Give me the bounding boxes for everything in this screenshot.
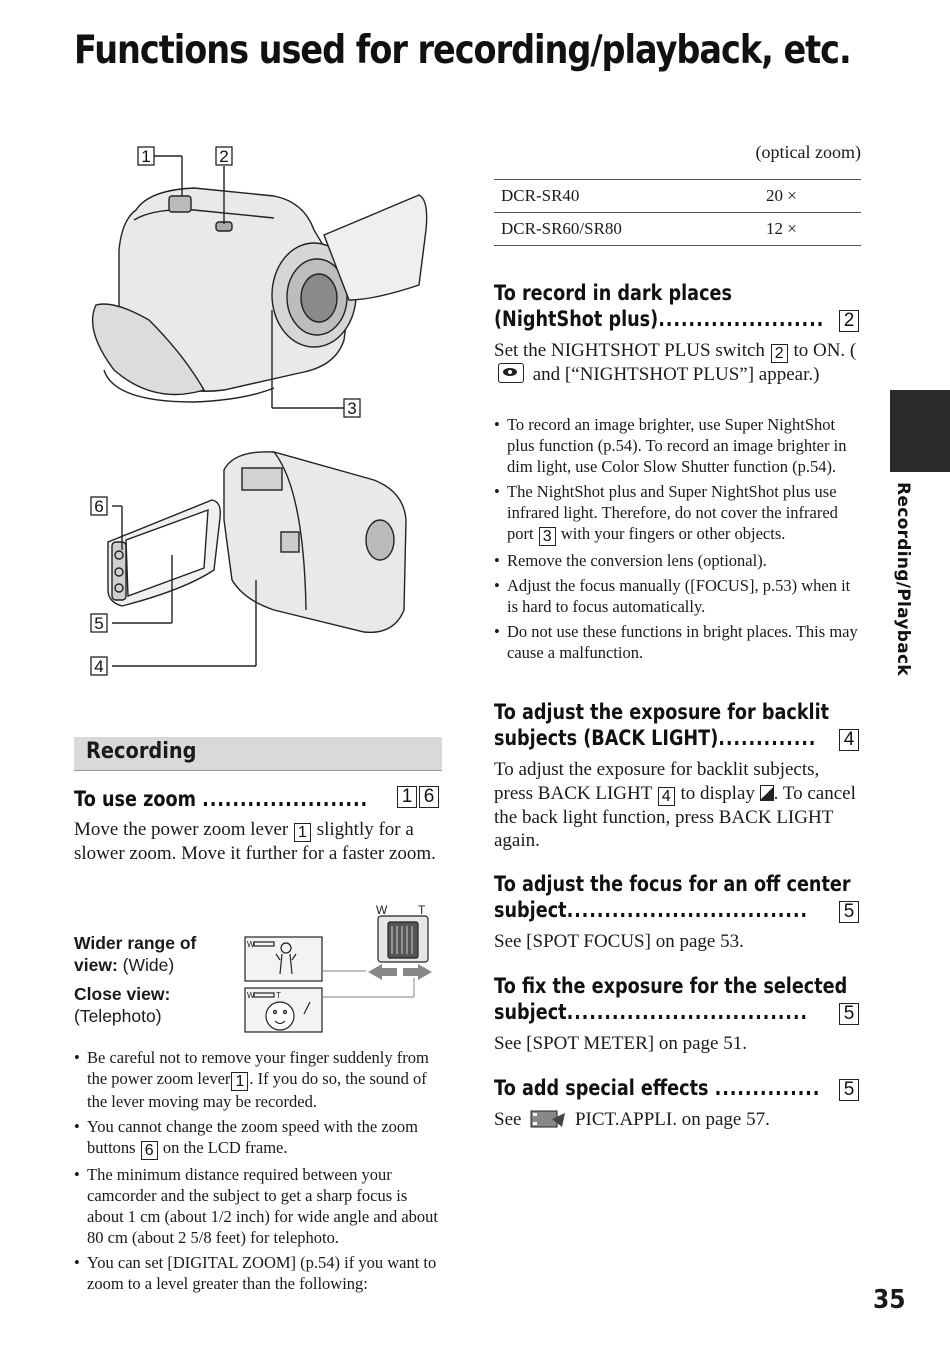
nightshot-note: • To record an image brighter, use Super NightShot plus function (p.54). To record an image brighter in dim light, use Color Slow Shutter function (p.54). <box>494 414 860 477</box>
backlight-ref: 4 <box>839 729 859 751</box>
nightshot-note: • Adjust the focus manually ([FOCUS], p.53) when it is hard to focus automatically. <box>494 575 860 617</box>
table-row <box>494 180 861 213</box>
recording-section-header <box>74 737 442 771</box>
chapter-tab <box>890 390 950 472</box>
model-cell: DCR-SR40 <box>494 180 759 213</box>
spotfocus-heading: To adjust the focus for an off center subject................................ 5 <box>494 871 862 925</box>
page-number: 35 <box>873 1285 906 1315</box>
spotmeter-ref: 5 <box>839 1003 859 1025</box>
backlight-description: To adjust the exposure for backlit subjects, press BACK LIGHT 4 to display . To cancel the back light function, press BACK LIGHT again. <box>494 759 856 851</box>
spotfocus-description: See [SPOT FOCUS] on page 53. <box>494 931 744 952</box>
spotfocus-ref: 5 <box>839 901 859 923</box>
zoom-note: • Be careful not to remove your finger suddenly from the power zoom lever 1 . If you do so, the sound of the lever moving may be recorded. <box>74 1047 442 1112</box>
nightshot-ref: 2 <box>839 310 859 332</box>
figure-label-2: 2 <box>219 147 229 166</box>
screen-w-label: W <box>247 940 255 949</box>
zoom-note: • The minimum distance required between your camcorder and the subject to get a sharp focus is about 1 cm (about 1/2 inch) for wide angle and about 80 cm (about 2 5/8 feet) for telephoto. <box>74 1164 442 1248</box>
figure-label-1: 1 <box>141 147 151 166</box>
camcorder-illustration <box>74 140 444 680</box>
zoom-heading: To use zoom ...................... 1 6 <box>74 786 442 814</box>
recording-section-title: Recording <box>86 739 197 764</box>
nightshot-note: • Remove the conversion lens (optional). <box>494 550 860 571</box>
wide-view-label: Wider range of view: (Wide) <box>74 933 197 975</box>
zoom-description: Move the power zoom lever 1 slightly for a slower zoom. Move it further for a faster zoom. <box>74 819 436 864</box>
nightshot-notes <box>494 414 860 667</box>
tele-view-label: Close view: (Telephoto) <box>74 984 171 1026</box>
table-row <box>494 213 861 246</box>
model-cell: DCR-SR60/SR80 <box>494 213 759 246</box>
effects-description: See PICT.APPLI. on page 57. <box>494 1109 770 1130</box>
lever-t-label: T <box>418 903 426 917</box>
zoom-table-caption: (optical zoom) <box>755 142 861 162</box>
pict-appli-icon <box>530 1109 566 1129</box>
nightshot-note: • Do not use these functions in bright places. This may cause a malfunction. <box>494 621 860 663</box>
figure-label-5: 5 <box>94 614 104 633</box>
zoom-cell: 12 × <box>759 213 861 246</box>
figure-label-4: 4 <box>94 657 104 676</box>
screen-w-label-2: W <box>247 991 255 1000</box>
backlight-icon <box>760 785 774 801</box>
zoom-table <box>494 179 861 246</box>
effects-heading: To add special effects .............. 5 <box>494 1075 862 1103</box>
spotmeter-heading: To fix the exposure for the selected subject................................ 5 <box>494 973 862 1027</box>
zoom-cell: 20 × <box>759 180 861 213</box>
screen-t-label: T <box>276 991 281 1000</box>
zoom-note: • You can set [DIGITAL ZOOM] (p.54) if you want to zoom to a level greater than the following: <box>74 1252 442 1294</box>
spotmeter-description: See [SPOT METER] on page 51. <box>494 1033 747 1054</box>
nightshot-heading: To record in dark places (NightShot plus)...................... 2 <box>494 280 862 334</box>
chapter-label: Recording/Playback <box>893 482 913 676</box>
figure-label-6: 6 <box>94 497 104 516</box>
effects-ref: 5 <box>839 1079 859 1101</box>
nightshot-eye-icon <box>498 363 524 383</box>
backlight-heading: To adjust the exposure for backlit subjects (BACK LIGHT)............. 4 <box>494 699 862 753</box>
nightshot-note: • The NightShot plus and Super NightShot plus use infrared light. Therefore, do not cover the infrared port 3 with your fingers or other objects. <box>494 481 860 546</box>
zoom-illustration <box>242 902 442 1036</box>
lever-w-label: W <box>376 903 388 917</box>
zoom-note: • You cannot change the zoom speed with the zoom buttons 6 on the LCD frame. <box>74 1116 442 1160</box>
zoom-notes <box>74 1047 442 1298</box>
page-title: Functions used for recording/playback, etc. <box>74 28 851 73</box>
nightshot-description: Set the NIGHTSHOT PLUS switch 2 to ON. ( and [“NIGHTSHOT PLUS”] appear.) <box>494 340 857 385</box>
figure-label-3: 3 <box>347 399 357 418</box>
zoom-ref-6: 6 <box>419 786 439 808</box>
zoom-ref-1: 1 <box>397 786 417 808</box>
